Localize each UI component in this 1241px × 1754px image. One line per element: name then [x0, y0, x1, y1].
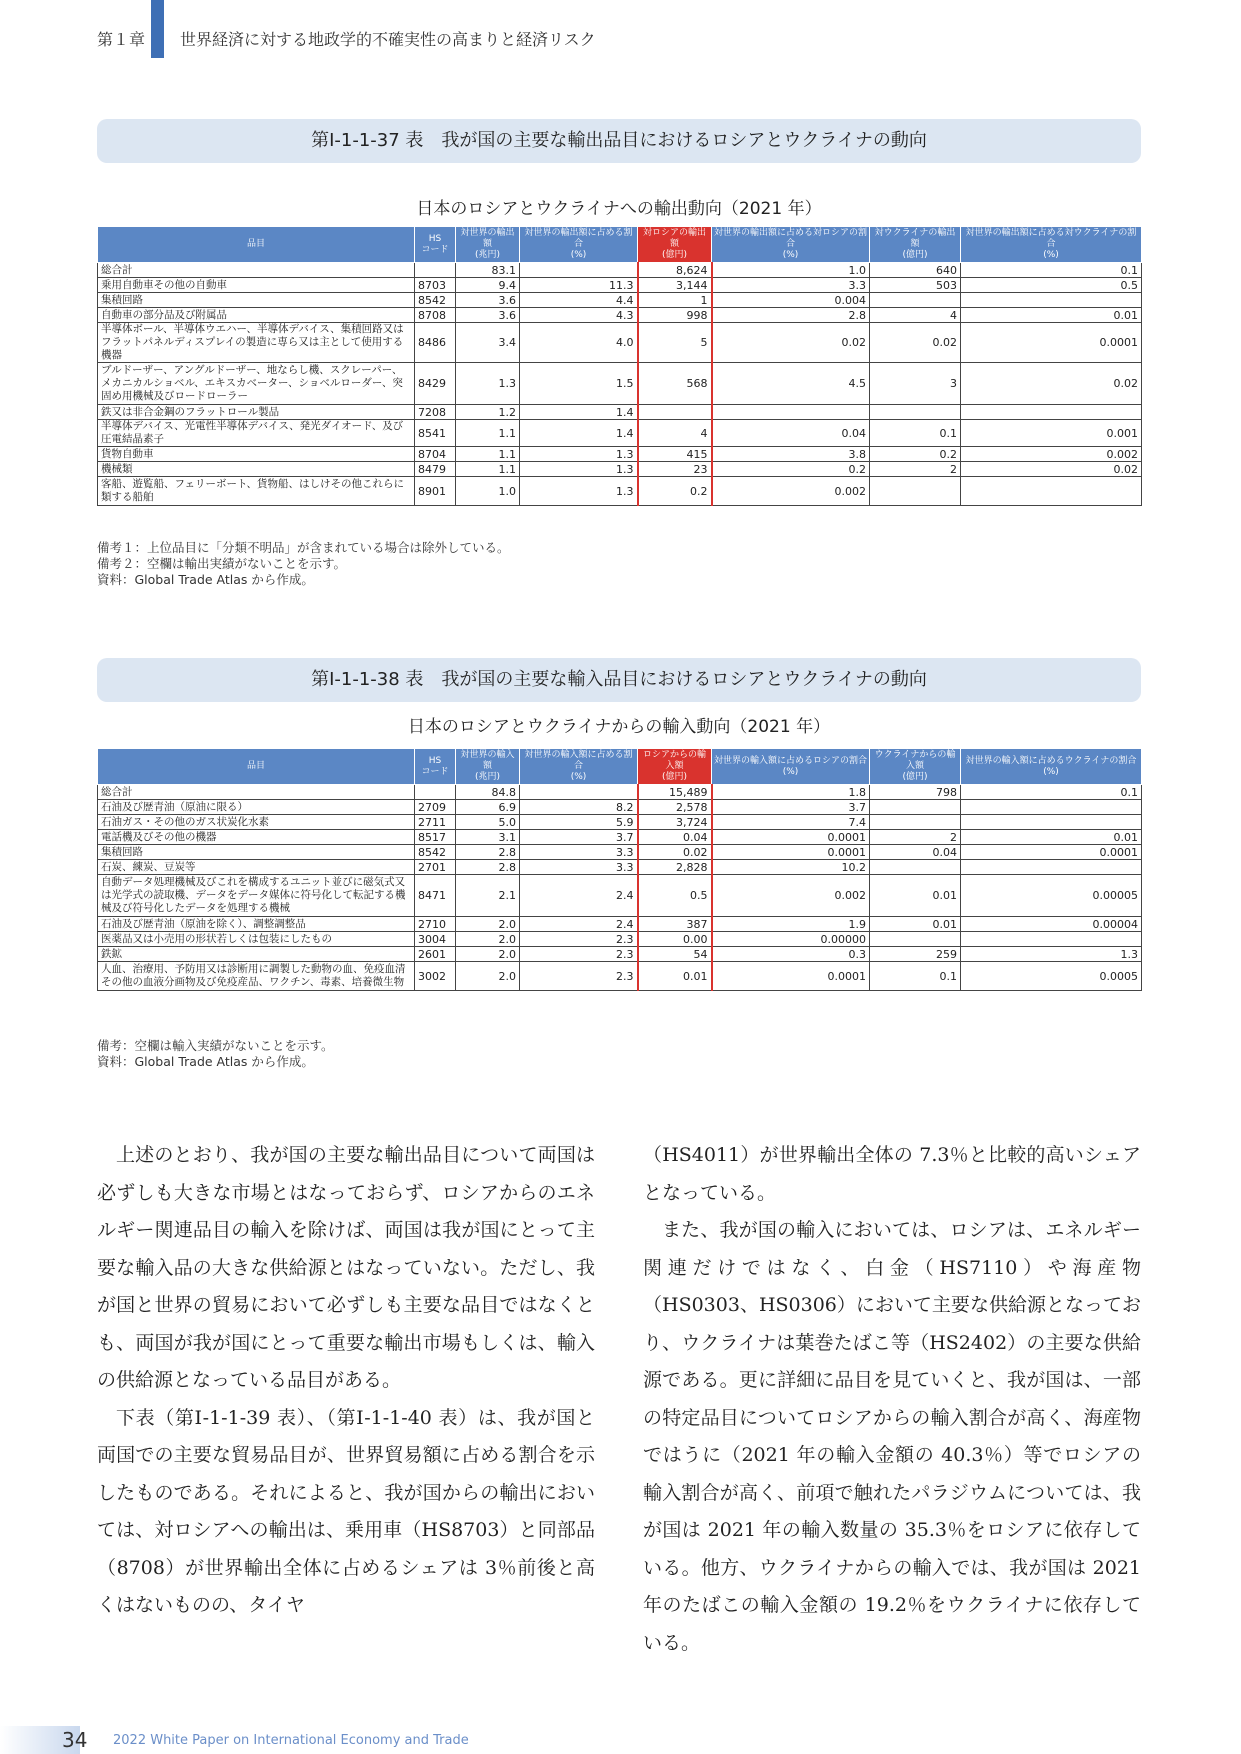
cell-item: 機械類 [98, 462, 415, 477]
cell-world-share: 4.4 [520, 293, 638, 308]
cell-world-share: 2.3 [520, 947, 638, 962]
cell-hs: 2710 [415, 917, 456, 932]
cell-world: 1.1 [456, 462, 520, 477]
cell-ru: 54 [638, 947, 712, 962]
cell-ua: 3 [870, 363, 961, 405]
cell-ua-share: 1.3 [961, 947, 1142, 962]
footer-publication-title: 2022 White Paper on International Economy and Trade [113, 1733, 469, 1748]
cell-ua [870, 293, 961, 308]
cell-hs: 2711 [415, 815, 456, 830]
cell-ua-share [961, 932, 1142, 947]
cell-hs: 7208 [415, 405, 456, 420]
cell-ua-share: 0.0005 [961, 962, 1142, 991]
cell-hs: 8471 [415, 875, 456, 917]
cell-world: 3.4 [456, 323, 520, 363]
cell-ru: 998 [638, 308, 712, 323]
cell-world: 3.6 [456, 293, 520, 308]
note-line: 資料：Global Trade Atlas から作成。 [97, 572, 314, 587]
cell-ru-share: 1.8 [712, 785, 870, 800]
cell-world: 9.4 [456, 278, 520, 293]
header-russia-share: 対世界の輸入額に占めるロシアの割合 (%) [712, 749, 870, 785]
table-row [98, 962, 1142, 991]
cell-ru-share: 0.3 [712, 947, 870, 962]
cell-ru-share: 0.04 [712, 420, 870, 447]
cell-item: 半導体デバイス、光電性半導体デバイス、発光ダイオード、及び圧電結晶素子 [98, 420, 415, 447]
cell-ua-share [961, 800, 1142, 815]
cell-item: 電話機及びその他の機器 [98, 830, 415, 845]
header-russia-share: 対世界の輸出額に占める対ロシアの割合 (%) [712, 227, 870, 263]
cell-hs: 8901 [415, 477, 456, 506]
cell-ru: 0.00 [638, 932, 712, 947]
note-line: 備考１：上位品目に「分類不明品」が含まれている場合は除外している。 [97, 540, 510, 555]
cell-ru-share: 0.2 [712, 462, 870, 477]
header-hs: HS コード [415, 749, 456, 785]
header-world: 対世界の輸入額 (兆円) [456, 749, 520, 785]
cell-hs: 3002 [415, 962, 456, 991]
cell-ru-share: 3.7 [712, 800, 870, 815]
cell-world: 2.8 [456, 860, 520, 875]
cell-world: 1.3 [456, 363, 520, 405]
header-ukraine: 対ウクライナの輸出額 (億円) [870, 227, 961, 263]
cell-ru-share: 0.0001 [712, 830, 870, 845]
cell-world: 3.6 [456, 308, 520, 323]
cell-world-share [520, 263, 638, 278]
header-russia: ロシアからの輸入額 (億円) [638, 749, 712, 785]
cell-world-share: 2.3 [520, 962, 638, 991]
cell-world-share: 1.3 [520, 447, 638, 462]
cell-ua [870, 932, 961, 947]
cell-item: 集積回路 [98, 845, 415, 860]
header-hs: HS コード [415, 227, 456, 263]
cell-hs: 8486 [415, 323, 456, 363]
cell-ua: 2 [870, 462, 961, 477]
cell-ua: 503 [870, 278, 961, 293]
cell-item: 鉄鉱 [98, 947, 415, 962]
cell-world: 1.1 [456, 447, 520, 462]
cell-world-share: 3.3 [520, 860, 638, 875]
cell-ua-share: 0.00004 [961, 917, 1142, 932]
table-row [98, 323, 1142, 363]
cell-item: 総合計 [98, 263, 415, 278]
table-row [98, 845, 1142, 860]
cell-world-share: 5.9 [520, 815, 638, 830]
cell-ua [870, 800, 961, 815]
header-ukraine: ウクライナからの輸入額 (億円) [870, 749, 961, 785]
cell-world-share: 2.4 [520, 917, 638, 932]
cell-ua: 0.01 [870, 875, 961, 917]
cell-ua-share [961, 405, 1142, 420]
cell-ru: 0.02 [638, 845, 712, 860]
cell-item: 集積回路 [98, 293, 415, 308]
cell-ua-share: 0.02 [961, 462, 1142, 477]
cell-ua: 0.01 [870, 917, 961, 932]
cell-ua-share: 0.01 [961, 830, 1142, 845]
table-row [98, 293, 1142, 308]
cell-item: 石油及び歴青油（原油を除く）、調整調整品 [98, 917, 415, 932]
header-item: 品目 [98, 227, 415, 263]
cell-ua-share [961, 860, 1142, 875]
cell-ua-share: 0.0001 [961, 323, 1142, 363]
cell-ru-share: 10.2 [712, 860, 870, 875]
header-russia: 対ロシアの輸出額 (億円) [638, 227, 712, 263]
cell-ru: 8,624 [638, 263, 712, 278]
cell-ua: 0.1 [870, 420, 961, 447]
cell-item: 医薬品又は小売用の形状若しくは包装にしたもの [98, 932, 415, 947]
cell-hs: 2701 [415, 860, 456, 875]
table1-title: 第Ⅰ-1-1-37 表 我が国の主要な輸出品目におけるロシアとウクライナの動向 [97, 119, 1141, 163]
cell-world-share: 4.3 [520, 308, 638, 323]
cell-world-share: 3.7 [520, 830, 638, 845]
chapter-label: 第１章 [97, 30, 146, 49]
cell-ru-share: 1.0 [712, 263, 870, 278]
cell-item: 半導体ボール、半導体ウエハー、半導体デバイス、集積回路又はフラットパネルディスプレイの製造に専ら又は主として使用する機器 [98, 323, 415, 363]
table1-subtitle: 日本のロシアとウクライナへの輸出動向（2021 年） [416, 199, 822, 219]
cell-ru-share: 0.004 [712, 293, 870, 308]
table-row [98, 917, 1142, 932]
cell-item: 石油及び歴青油（原油に限る） [98, 800, 415, 815]
paragraph: 下表（第Ⅰ-1-1-39 表）、（第Ⅰ-1-1-40 表）は、我が国と両国での主要な貿易品目が、世界貿易額に占める割合を示したものである。それによると、我が国からの輸出においては、対ロシアへの輸出は、乗用車（HS8703）と同部品（8708）が世界輸出全体に占めるシェアは 3％前後と高くはないものの、タイヤ [97, 1406, 595, 1616]
cell-ru: 23 [638, 462, 712, 477]
cell-hs: 8542 [415, 845, 456, 860]
cell-ua-share [961, 815, 1142, 830]
cell-ua-share: 0.00005 [961, 875, 1142, 917]
cell-world: 1.2 [456, 405, 520, 420]
table-row [98, 447, 1142, 462]
cell-hs: 8703 [415, 278, 456, 293]
cell-ua-share: 0.1 [961, 263, 1142, 278]
header-ukraine-share: 対世界の輸出額に占める対ウクライナの割合 (%) [961, 227, 1142, 263]
cell-world: 83.1 [456, 263, 520, 278]
table-row [98, 462, 1142, 477]
cell-world: 2.8 [456, 845, 520, 860]
cell-ru-share: 7.4 [712, 815, 870, 830]
cell-ua [870, 477, 961, 506]
cell-ua-share: 0.0001 [961, 845, 1142, 860]
cell-world: 2.0 [456, 962, 520, 991]
cell-ru-share: 0.002 [712, 477, 870, 506]
cell-item: ブルドーザー、アングルドーザー、地ならし機、スクレーパー、メカニカルショベル、エキスカベーター、ショベルローダー、突固め用機械及びロードローラー [98, 363, 415, 405]
table-row [98, 785, 1142, 800]
cell-ru: 0.04 [638, 830, 712, 845]
cell-world: 6.9 [456, 800, 520, 815]
cell-item: 貨物自動車 [98, 447, 415, 462]
cell-ru: 15,489 [638, 785, 712, 800]
cell-world: 1.0 [456, 477, 520, 506]
cell-hs [415, 785, 456, 800]
cell-ru: 415 [638, 447, 712, 462]
cell-ru: 568 [638, 363, 712, 405]
cell-hs: 8704 [415, 447, 456, 462]
cell-ru: 0.01 [638, 962, 712, 991]
cell-world: 2.0 [456, 932, 520, 947]
cell-world-share: 1.5 [520, 363, 638, 405]
body-right-column [643, 1137, 1141, 1662]
cell-world-share: 1.4 [520, 405, 638, 420]
cell-world: 2.0 [456, 947, 520, 962]
cell-ua-share [961, 293, 1142, 308]
cell-ru: 2,578 [638, 800, 712, 815]
cell-ua: 798 [870, 785, 961, 800]
cell-ua: 2 [870, 830, 961, 845]
cell-ua-share [961, 477, 1142, 506]
header-accent-bar [151, 0, 164, 58]
cell-world-share: 1.3 [520, 477, 638, 506]
cell-ua [870, 405, 961, 420]
cell-ru-share: 4.5 [712, 363, 870, 405]
cell-world: 5.0 [456, 815, 520, 830]
header-world-share: 対世界の輸入額に占める割合 (%) [520, 749, 638, 785]
body-left-column [97, 1137, 595, 1625]
cell-hs: 8429 [415, 363, 456, 405]
cell-hs: 8541 [415, 420, 456, 447]
note-line: 資料：Global Trade Atlas から作成。 [97, 1054, 314, 1069]
cell-ua-share: 0.1 [961, 785, 1142, 800]
cell-ua: 4 [870, 308, 961, 323]
cell-ru: 3,724 [638, 815, 712, 830]
cell-world-share: 2.3 [520, 932, 638, 947]
table2-title: 第Ⅰ-1-1-38 表 我が国の主要な輸入品目におけるロシアとウクライナの動向 [97, 658, 1141, 702]
cell-ua: 0.02 [870, 323, 961, 363]
cell-ua-share: 0.01 [961, 308, 1142, 323]
cell-ru-share: 0.002 [712, 875, 870, 917]
cell-world-share: 2.4 [520, 875, 638, 917]
cell-world: 1.1 [456, 420, 520, 447]
table1-notes [97, 540, 510, 588]
export-table [97, 226, 1142, 506]
page-header [0, 0, 1241, 80]
cell-hs: 8542 [415, 293, 456, 308]
cell-ru-share: 3.3 [712, 278, 870, 293]
cell-ru: 4 [638, 420, 712, 447]
cell-ua: 0.2 [870, 447, 961, 462]
cell-ua: 0.1 [870, 962, 961, 991]
cell-world-share [520, 785, 638, 800]
cell-ru: 2,828 [638, 860, 712, 875]
cell-world: 2.1 [456, 875, 520, 917]
cell-item: 総合計 [98, 785, 415, 800]
table-row [98, 363, 1142, 405]
cell-ru-share [712, 405, 870, 420]
table-row [98, 875, 1142, 917]
cell-item: 人血、治療用、予防用又は診断用に調製した動物の血、免疫血清その他の血液分画物及び免疫産品、ワクチン、毒素、培養微生物 [98, 962, 415, 991]
cell-ru: 1 [638, 293, 712, 308]
cell-hs: 8517 [415, 830, 456, 845]
table-row [98, 263, 1142, 278]
table-row [98, 860, 1142, 875]
cell-ru: 0.2 [638, 477, 712, 506]
cell-ua-share: 0.001 [961, 420, 1142, 447]
cell-world-share: 4.0 [520, 323, 638, 363]
cell-ru: 0.5 [638, 875, 712, 917]
import-table [97, 748, 1142, 991]
cell-ua [870, 815, 961, 830]
paragraph: （HS4011）が世界輸出全体の 7.3％と比較的高いシェアとなっている。 [643, 1144, 1141, 1204]
cell-ua [870, 860, 961, 875]
cell-world-share: 8.2 [520, 800, 638, 815]
cell-item: 石炭、練炭、豆炭等 [98, 860, 415, 875]
cell-ru: 5 [638, 323, 712, 363]
table-row [98, 830, 1142, 845]
header-world-share: 対世界の輸出額に占める割合 (%) [520, 227, 638, 263]
cell-ua: 0.04 [870, 845, 961, 860]
cell-world-share: 1.4 [520, 420, 638, 447]
cell-ru-share: 0.02 [712, 323, 870, 363]
cell-ru [638, 405, 712, 420]
cell-ru-share: 2.8 [712, 308, 870, 323]
cell-ua-share: 0.5 [961, 278, 1142, 293]
header-ukraine-share: 対世界の輸入額に占めるウクライナの割合 (%) [961, 749, 1142, 785]
cell-hs: 3004 [415, 932, 456, 947]
table-row [98, 308, 1142, 323]
page-number: 34 [62, 1728, 88, 1752]
table-row [98, 278, 1142, 293]
table-row [98, 477, 1142, 506]
table-row [98, 420, 1142, 447]
table-row [98, 800, 1142, 815]
table-row [98, 815, 1142, 830]
paragraph: また、我が国の輸入においては、ロシアは、エネルギー関連だけではなく、白金（HS7110）や海産物（HS0303、HS0306）において主要な供給源となっており、ウクライナは葉巻たばこ等（HS2402）の主要な供給源である。更に詳細に品目を見ていくと、我が国は、一部の特定品目についてロシアからの輸入割合が高く、海産物ではうに（2021 年の輸入金額の 40.3％）等でロシアの輸入割合が高く、前項で触れたパラジウムについては、我が国は 2021 年の輸入数量の 35.3％をロシアに依存している。他方、ウクライナからの輸入では、我が国は 2021 年のたばこの輸入金額の 19.2％をウクライナに依存している。 [643, 1219, 1141, 1654]
cell-world: 3.1 [456, 830, 520, 845]
table2-subtitle: 日本のロシアとウクライナからの輸入動向（2021 年） [407, 717, 831, 737]
cell-item: 客船、遊覧船、フェリーボート、貨物船、はしけその他これらに類する船舶 [98, 477, 415, 506]
cell-world: 2.0 [456, 917, 520, 932]
cell-ua-share: 0.02 [961, 363, 1142, 405]
cell-item: 自動車の部分品及び附属品 [98, 308, 415, 323]
cell-ru-share: 1.9 [712, 917, 870, 932]
cell-ru: 3,144 [638, 278, 712, 293]
cell-world-share: 11.3 [520, 278, 638, 293]
cell-ua: 259 [870, 947, 961, 962]
cell-ru-share: 3.8 [712, 447, 870, 462]
table-row [98, 932, 1142, 947]
cell-hs: 2709 [415, 800, 456, 815]
cell-ru-share: 0.0001 [712, 845, 870, 860]
cell-item: 鉄又は非合金鋼のフラットロール製品 [98, 405, 415, 420]
cell-ru-share: 0.0001 [712, 962, 870, 991]
header-world: 対世界の輸出額 (兆円) [456, 227, 520, 263]
cell-ru: 387 [638, 917, 712, 932]
cell-item: 乗用自動車その他の自動車 [98, 278, 415, 293]
cell-hs: 2601 [415, 947, 456, 962]
cell-hs: 8479 [415, 462, 456, 477]
cell-item: 石油ガス・その他のガス状炭化水素 [98, 815, 415, 830]
note-line: 備考２：空欄は輸出実績がないことを示す。 [97, 556, 347, 571]
cell-ua: 640 [870, 263, 961, 278]
chapter-title: 世界経済に対する地政学的不確実性の高まりと経済リスク [180, 30, 596, 49]
cell-hs [415, 263, 456, 278]
paragraph: 上述のとおり、我が国の主要な輸出品目について両国は必ずしも大きな市場とはなっておらず、ロシアからのエネルギー関連品目の輸入を除けば、両国は我が国にとって主要な輸入品の大きな供給源とはなっていない。ただし、我が国と世界の貿易において必ずしも主要な品目ではなくとも、両国が我が国にとって重要な輸出市場もしくは、輸入の供給源となっている品目がある。 [97, 1144, 595, 1391]
cell-world-share: 1.3 [520, 462, 638, 477]
cell-ru-share: 0.00000 [712, 932, 870, 947]
table-row [98, 405, 1142, 420]
cell-hs: 8708 [415, 308, 456, 323]
cell-world-share: 3.3 [520, 845, 638, 860]
cell-item: 自動データ処理機械及びこれを構成するユニット並びに磁気式又は光学式の読取機、データをデータ媒体に符号化して転記する機械及び符号化したデータを処理する機械 [98, 875, 415, 917]
note-line: 備考：空欄は輸入実績がないことを示す。 [97, 1038, 334, 1053]
table-row [98, 947, 1142, 962]
header-item: 品目 [98, 749, 415, 785]
cell-world: 84.8 [456, 785, 520, 800]
cell-ua-share: 0.002 [961, 447, 1142, 462]
table2-notes [97, 1038, 334, 1070]
